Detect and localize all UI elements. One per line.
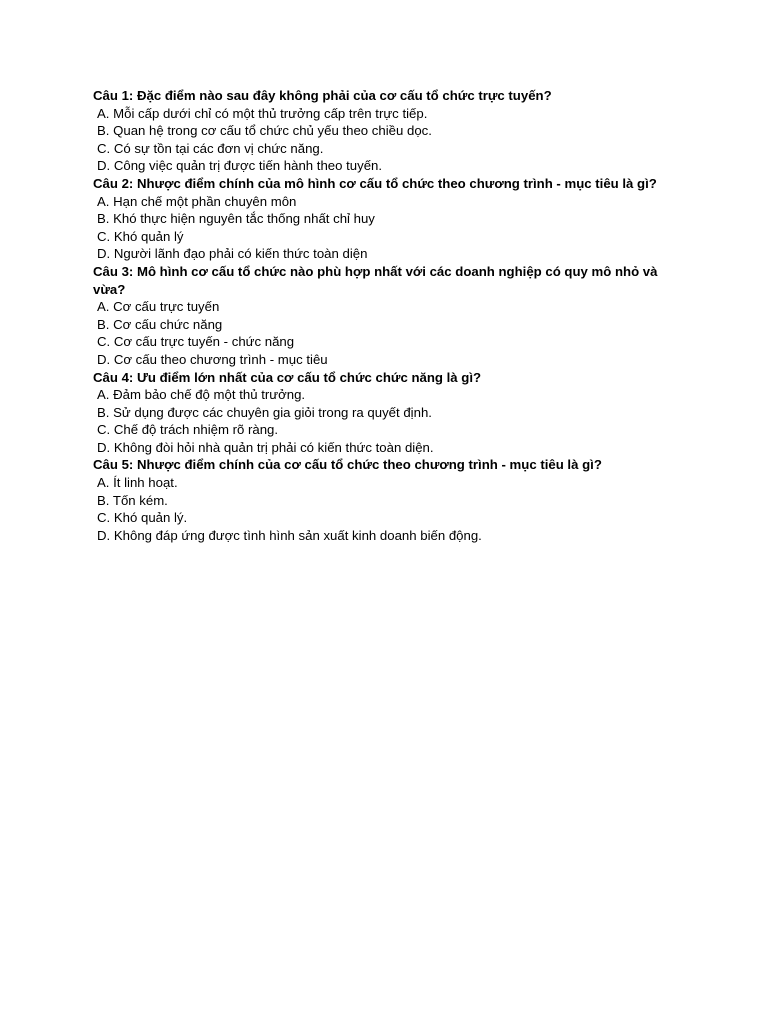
answer-option: A. Ít linh hoạt. bbox=[97, 475, 178, 491]
question-title: Câu 1: Đặc điểm nào sau đây không phải của cơ cấu tổ chức trực tuyến? bbox=[93, 88, 552, 103]
answer-option: C. Có sự tồn tại các đơn vị chức năng. bbox=[97, 140, 324, 156]
question-2 bbox=[93, 175, 683, 263]
question-5 bbox=[93, 456, 683, 544]
answer-option: A. Mỗi cấp dưới chỉ có một thủ trưởng cấp trên trực tiếp. bbox=[97, 105, 428, 121]
question-title: Câu 4: Ưu điểm lớn nhất của cơ cấu tổ chức chức năng là gì? bbox=[93, 369, 482, 385]
question-title: Câu 5: Nhược điểm chính của cơ cấu tổ chức theo chương trình - mục tiêu là gì? bbox=[93, 457, 602, 473]
answer-option: B. Tốn kém. bbox=[97, 492, 168, 508]
answer-option: D. Người lãnh đạo phải có kiến thức toàn diện bbox=[97, 246, 368, 262]
question-1 bbox=[93, 87, 683, 175]
answer-option: B. Khó thực hiện nguyên tắc thống nhất chỉ huy bbox=[97, 211, 375, 227]
document-page bbox=[93, 87, 683, 544]
answer-option: D. Cơ cấu theo chương trình - mục tiêu bbox=[97, 351, 328, 367]
answer-option: D. Không đáp ứng được tình hình sản xuất kinh doanh biến động. bbox=[97, 527, 482, 543]
answer-option: B. Quan hệ trong cơ cấu tổ chức chủ yếu theo chiều dọc. bbox=[97, 123, 432, 139]
answer-option: C. Khó quản lý bbox=[97, 228, 184, 244]
question-title: Câu 2: Nhược điểm chính của mô hình cơ cấu tổ chức theo chương trình - mục tiêu là gì? bbox=[93, 175, 657, 191]
answer-option: D. Không đòi hỏi nhà quản trị phải có kiến thức toàn diện. bbox=[97, 439, 434, 455]
answer-option: A. Cơ cấu trực tuyến bbox=[97, 299, 220, 315]
answer-option: A. Hạn chế một phần chuyên môn bbox=[97, 193, 297, 209]
answer-option: D. Công việc quản trị được tiến hành theo tuyến. bbox=[97, 158, 383, 174]
answer-option: C. Chế độ trách nhiệm rõ ràng. bbox=[97, 422, 279, 438]
answer-option: C. Khó quản lý. bbox=[97, 510, 188, 526]
question-3 bbox=[93, 263, 683, 369]
answer-option: B. Cơ cấu chức năng bbox=[97, 316, 223, 332]
answer-option: A. Đảm bảo chế độ một thủ trưởng. bbox=[97, 387, 306, 403]
question-title: Câu 3: Mô hình cơ cấu tổ chức nào phù hợp nhất với các doanh nghiệp có quy mô nhỏ và vừa? bbox=[93, 263, 658, 297]
question-4 bbox=[93, 369, 683, 457]
answer-option: C. Cơ cấu trực tuyến - chức năng bbox=[97, 334, 295, 350]
answer-option: B. Sử dụng được các chuyên gia giỏi trong ra quyết định. bbox=[97, 404, 432, 420]
